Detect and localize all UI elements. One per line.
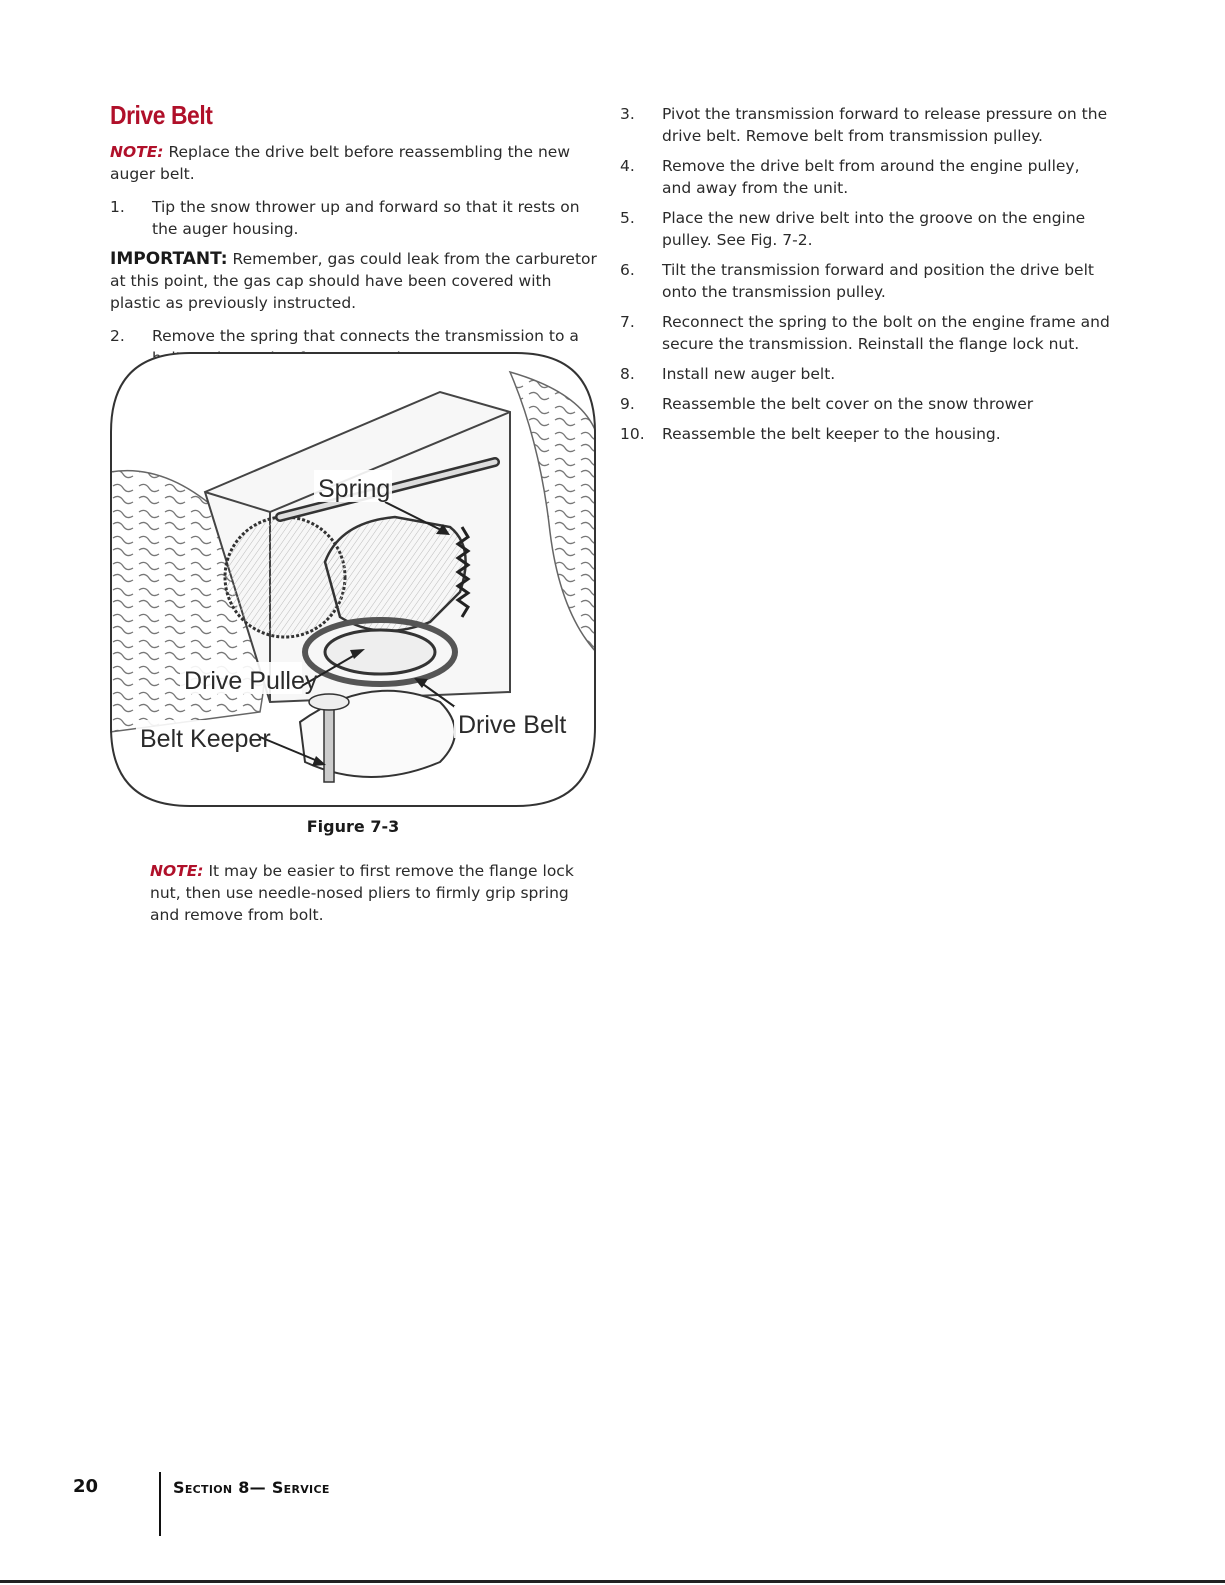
section-title: Section 8— Service [173, 1478, 330, 1497]
step-number: 1. [110, 198, 125, 216]
step-text: Tip the snow thrower up and forward so that it rests on the auger housing. [152, 198, 580, 238]
step-number: 5. [620, 209, 635, 227]
step-number: 8. [620, 365, 635, 383]
list-item [620, 155, 1110, 199]
list-item [620, 259, 1110, 303]
step-number: 9. [620, 395, 635, 413]
figure-7-3 [110, 352, 596, 807]
list-item [620, 207, 1110, 251]
step-text: Remove the spring that connects the transmission to a [152, 327, 579, 345]
steps-list-right [620, 103, 1110, 445]
note-paragraph-2 [150, 860, 590, 926]
left-column [110, 100, 600, 377]
important-text: Remember, gas could leak from the carburetor at this point, the gas cap should have been covered with plastic as previously instructed. [110, 250, 597, 312]
step-text: Install new auger belt. [662, 365, 836, 383]
step-text: Place the new drive belt into the groove on the engine pulley. See Fig. 7-2. [662, 209, 1086, 249]
step-number: 7. [620, 313, 635, 331]
section-heading: Drive Belt [110, 100, 213, 130]
step-number: 6. [620, 261, 635, 279]
label-spring: Spring [318, 475, 391, 503]
step-text: Reassemble the belt cover on the snow thrower [662, 395, 1034, 413]
list-item [110, 196, 600, 240]
step-text: Reassemble the belt keeper to the housing. [662, 425, 1001, 443]
important-paragraph [110, 248, 600, 314]
step-number: 10. [620, 425, 645, 443]
note-text: Replace the drive belt before reassembling the new auger belt. [110, 143, 570, 183]
note-label: NOTE: [110, 143, 164, 161]
step-number: 2. [110, 327, 125, 345]
figure-illustration [110, 352, 596, 807]
step-text: Tilt the transmission forward and position the drive belt onto the transmission pulley. [662, 261, 1094, 301]
page-footer [55, 1474, 455, 1534]
note-paragraph [110, 141, 600, 185]
label-belt-keeper: Belt Keeper [140, 725, 271, 753]
step-number: 3. [620, 105, 635, 123]
list-item [620, 363, 1110, 385]
step-text: Remove the drive belt from around the engine pulley, and away from the unit. [662, 157, 1080, 197]
page-bottom-rule [0, 1580, 1225, 1583]
note-text: It may be easier to first remove the flange lock nut, then use needle-nosed pliers to firmly grip spring and remove from bolt. [150, 862, 574, 924]
footer-divider [159, 1472, 161, 1536]
list-item [620, 393, 1110, 415]
important-label: IMPORTANT: [110, 249, 228, 269]
step-text: Reconnect the spring to the bolt on the engine frame and secure the transmission. Reinstall the flange lock nut. [662, 313, 1110, 353]
step-number: 4. [620, 157, 635, 175]
steps-list-left [110, 196, 600, 240]
label-drive-belt: Drive Belt [458, 711, 567, 739]
list-item [620, 103, 1110, 147]
list-item [620, 423, 1110, 445]
step-text: Pivot the transmission forward to release pressure on the drive belt. Remove belt from transmission pulley. [662, 105, 1108, 145]
right-column [620, 103, 1110, 453]
list-item [620, 311, 1110, 355]
label-drive-pulley: Drive Pulley [184, 667, 318, 695]
figure-caption: Figure 7-3 [306, 817, 400, 836]
page-number: 20 [73, 1476, 99, 1497]
note-label: NOTE: [150, 862, 204, 880]
